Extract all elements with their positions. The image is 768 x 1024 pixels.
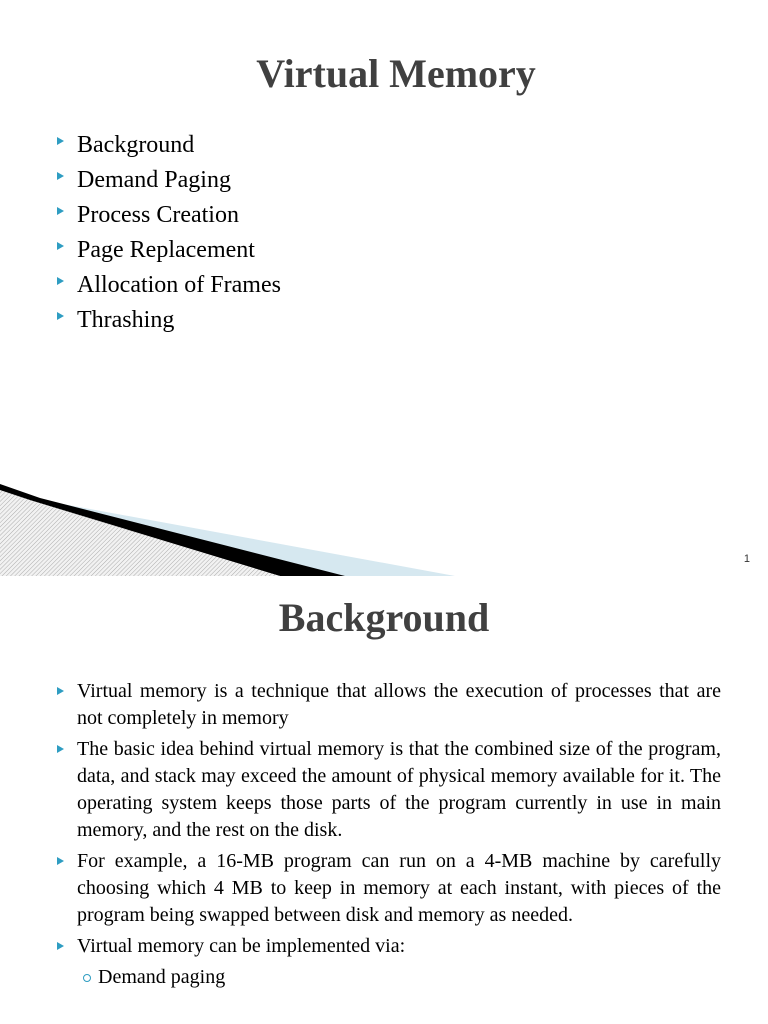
outline-item-process-creation: Process Creation — [56, 198, 716, 233]
outline-item-page-replacement: Page Replacement — [56, 233, 716, 268]
bullet-arrow-icon — [57, 857, 64, 865]
bullet-arrow-icon — [57, 172, 64, 180]
background-item: Virtual memory can be implemented via: — [56, 933, 721, 960]
outline-item-thrashing: Thrashing — [56, 303, 716, 338]
bullet-arrow-icon — [57, 687, 64, 695]
bullet-arrow-icon — [57, 242, 64, 250]
background-item: For example, a 16-MB program can run on a 4-MB machine by carefully choosing which 4 MB to keep in memory at each instant, with pieces of the program being swapped between disk and memory as needed. — [56, 848, 721, 929]
bullet-arrow-icon — [57, 277, 64, 285]
bullet-arrow-icon — [57, 207, 64, 215]
outline-item-demand-paging: Demand Paging — [56, 163, 716, 198]
outline-item-background: Background — [56, 128, 716, 163]
background-item: The basic idea behind virtual memory is that the combined size of the program, data, and stack may exceed the amount of physical memory available for it. The operating system keeps those parts of the program currently in use in main memory, and the rest on the disk. — [56, 736, 721, 844]
outline-item-allocation-of-frames: Allocation of Frames — [56, 268, 716, 303]
outline-list — [56, 128, 716, 338]
slide-title: Virtual Memory — [256, 51, 536, 96]
background-subitem: Demand paging — [56, 964, 721, 991]
bullet-arrow-icon — [57, 312, 64, 320]
background-list — [56, 678, 721, 991]
decorative-swoosh — [0, 480, 768, 576]
bullet-arrow-icon — [57, 745, 64, 753]
slide-background — [0, 576, 768, 1024]
background-item: Virtual memory is a technique that allows the execution of processes that are not completely in memory — [56, 678, 721, 732]
bullet-arrow-icon — [57, 942, 64, 950]
bullet-arrow-icon — [57, 137, 64, 145]
slide-title: Background — [278, 595, 490, 640]
slide-number: 1 — [743, 553, 750, 565]
bullet-circle-icon — [83, 974, 91, 982]
